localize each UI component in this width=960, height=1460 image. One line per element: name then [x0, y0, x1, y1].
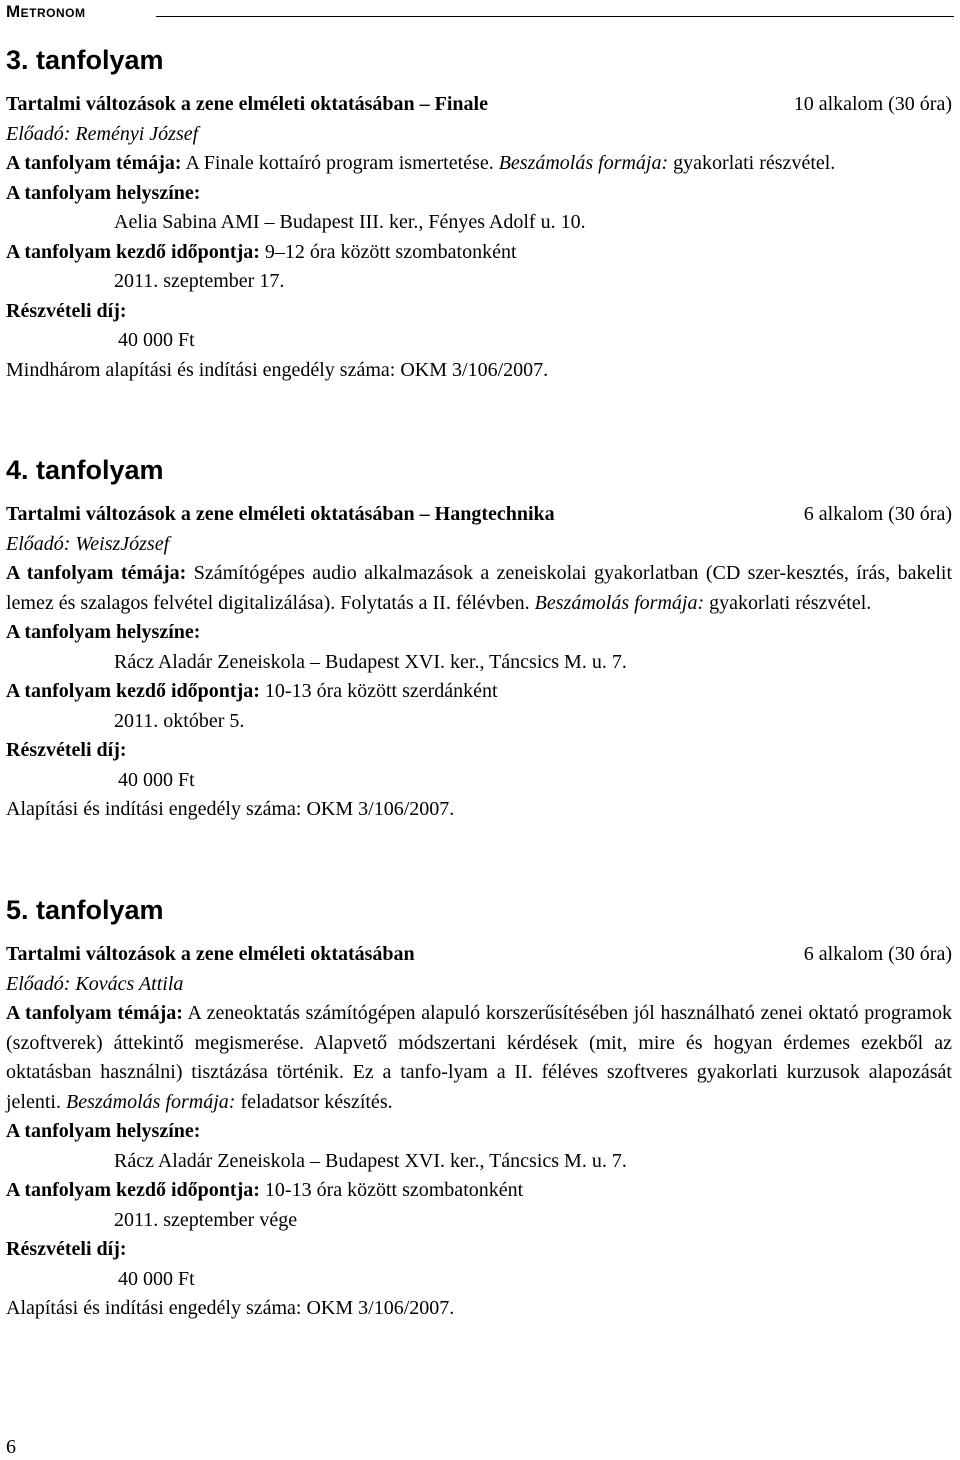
topic-text: A Finale kottaíró program ismertetése.: [185, 152, 494, 174]
start-row: [6, 238, 952, 268]
fee-label: Részvételi díj:: [6, 739, 127, 761]
course-topic: [6, 149, 952, 179]
course-5: [6, 894, 952, 1324]
topic-label: A tanfolyam témája:: [6, 152, 182, 174]
course-sessions: 6 alkalom (30 óra): [803, 503, 952, 525]
course-sessions: 10 alkalom (30 óra): [793, 93, 952, 115]
location-value: Rácz Aladár Zeneiskola – Budapest XVI. ker., Táncsics M. u. 7.: [114, 1149, 627, 1172]
start-date: 2011. szeptember 17.: [114, 270, 285, 292]
start-row: [6, 677, 952, 707]
course-title: 3. tanfolyam: [6, 45, 164, 75]
report-label: Beszámolás formája:: [65, 1090, 236, 1113]
permit-text: Mindhárom alapítási és indítási engedély száma: OKM 3/106/2007.: [6, 358, 549, 381]
brand-title: Metronom: [6, 2, 86, 21]
course-name: Tartalmi változások a zene elméleti oktatásában – Hangtechnika: [6, 503, 555, 525]
location-value: Aelia Sabina AMI – Budapest III. ker., Fényes Adolf u. 10.: [114, 211, 586, 233]
course-sessions: 6 alkalom (30 óra): [803, 943, 952, 965]
permit-text: Alapítási és indítási engedély száma: OKM 3/106/2007.: [6, 798, 455, 820]
course-4: [6, 454, 952, 825]
course-name-row: [6, 90, 952, 120]
topic-text: A zeneoktatás számítógépen alapuló korszerűsítésében jól használható zenei oktató programok (szoftverek) áttekintő megismerése. Alapvető módszertani kérdések (mit, mire és hogyan érdemes ezekből az oktatásban használni) tisztázása történik. Ez a tanfo-lyam a II. féléves szoftveres gyakorlati kurzusok alapozását jelenti.: [6, 1002, 952, 1113]
fee-value: 40 000 Ft: [118, 1267, 195, 1290]
report-label: Beszámolás formája:: [498, 152, 669, 174]
start-date: 2011. október 5.: [114, 709, 245, 732]
start-label: A tanfolyam kezdő időpontja:: [6, 680, 260, 702]
course-presenter: Előadó: Reményi József: [6, 122, 199, 145]
page-number: 6: [6, 1436, 16, 1458]
start-row: [6, 1176, 952, 1206]
course-topic: [6, 559, 952, 618]
course-presenter: Előadó: WeiszJózsef: [6, 532, 170, 555]
start-label: A tanfolyam kezdő időpontja:: [6, 240, 260, 263]
course-name: Tartalmi változások a zene elméleti oktatásában – Finale: [6, 93, 488, 115]
start-time: 9–12 óra között szombatonként: [264, 240, 517, 263]
topic-text: Számítógépes audio alkalmazások a zeneiskolai gyakorlatban (CD szer-kesztés, írás, bakelit lemez és szalagos felvétel digitalizálása). Folytatás a II. félévben.: [6, 562, 952, 614]
fee-label: Részvételi díj:: [6, 299, 127, 322]
permit-text: Alapítási és indítási engedély száma: OKM 3/106/2007.: [6, 1297, 455, 1319]
header-rule: [156, 16, 954, 17]
location-label: A tanfolyam helyszíne:: [6, 181, 201, 204]
location-label: A tanfolyam helyszíne:: [6, 621, 201, 643]
start-label: A tanfolyam kezdő időpontja:: [6, 1179, 260, 1201]
course-title: 5. tanfolyam: [6, 895, 164, 925]
report-text: gyakorlati részvétel.: [709, 591, 872, 614]
course-topic: [6, 999, 952, 1117]
topic-label: A tanfolyam témája:: [6, 562, 187, 584]
report-text: feladatsor készítés.: [240, 1090, 393, 1113]
start-time: 10-13 óra között szerdánként: [264, 680, 498, 702]
fee-value: 40 000 Ft: [118, 329, 195, 351]
course-name-row: [6, 940, 952, 970]
course-presenter: Előadó: Kovács Attila: [6, 972, 184, 995]
page-header: [6, 2, 954, 28]
report-label: Beszámolás formája:: [534, 591, 705, 614]
start-time: 10-13 óra között szombatonként: [264, 1179, 524, 1201]
topic-label: A tanfolyam témája:: [6, 1002, 183, 1024]
fee-value: 40 000 Ft: [118, 768, 195, 791]
course-name: Tartalmi változások a zene elméleti oktatásában: [6, 943, 415, 965]
fee-label: Részvételi díj:: [6, 1238, 127, 1260]
location-label: A tanfolyam helyszíne:: [6, 1120, 201, 1142]
course-title: 4. tanfolyam: [6, 455, 164, 485]
course-3: [6, 44, 952, 385]
start-date: 2011. szeptember vége: [114, 1208, 298, 1231]
location-value: Rácz Aladár Zeneiskola – Budapest XVI. ker., Táncsics M. u. 7.: [114, 650, 627, 673]
course-name-row: [6, 500, 952, 530]
report-text: gyakorlati részvétel.: [673, 152, 836, 174]
